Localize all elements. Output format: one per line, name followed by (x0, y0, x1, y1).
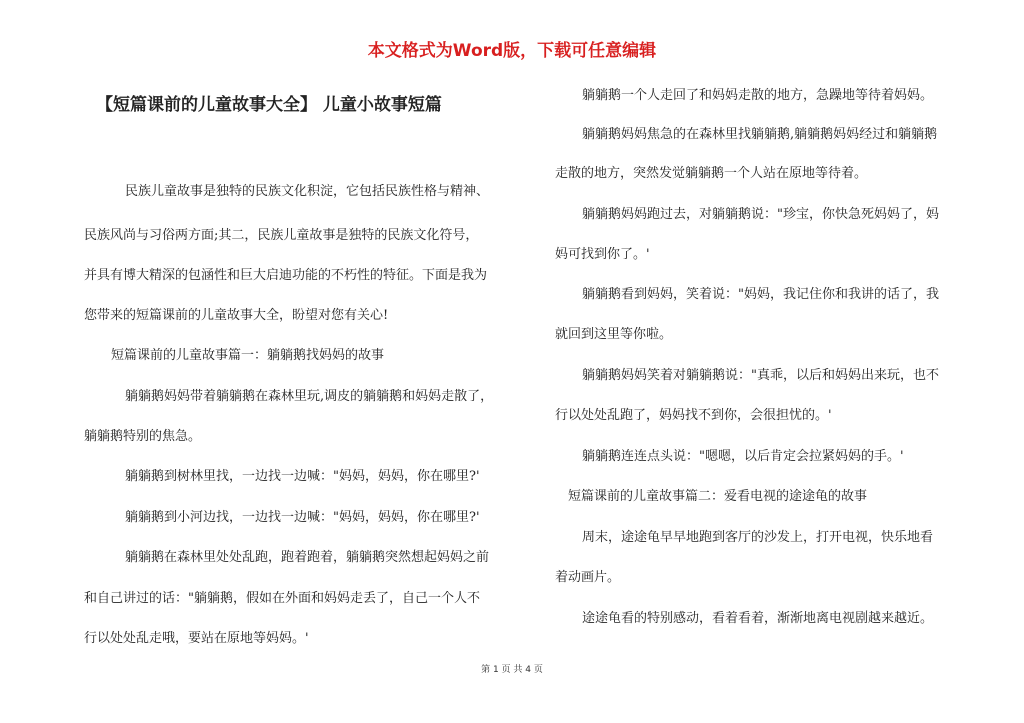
left-line-9: 躺躺鹅到小河边找，一边找一边喊："妈妈，妈妈，你在哪里?' (125, 510, 480, 525)
left-line-12: 行以处处乱走哦，要站在原地等妈妈。' (84, 631, 309, 646)
document-title: 【短篇课前的儿童故事大全】 儿童小故事短篇 (96, 95, 442, 115)
left-line-7: 躺躺鹅特别的焦急。 (84, 429, 202, 444)
left-line-10: 躺躺鹅在森林里处处乱跑，跑着跑着，躺躺鹅突然想起妈妈之前 (125, 550, 490, 565)
left-line-6: 躺躺鹅妈妈带着躺躺鹅在森林里玩,调皮的躺躺鹅和妈妈走散了， (125, 389, 494, 404)
right-line-9: 行以处处乱跑了，妈妈找不到你，会很担忧的。' (555, 408, 832, 423)
right-line-2: 躺躺鹅妈妈焦急的在森林里找躺躺鹅,躺躺鹅妈妈经过和躺躺鹅 (582, 127, 938, 142)
right-line-10: 躺躺鹅连连点头说："嗯嗯，以后肯定会拉紧妈妈的手。' (582, 449, 904, 464)
right-line-4: 躺躺鹅妈妈跑过去，对躺躺鹅说："珍宝，你快急死妈妈了，妈 (582, 207, 939, 222)
page-number: 第 1 页 共 4 页 (481, 665, 543, 675)
left-line-4: 您带来的短篇课前的儿童故事大全，盼望对您有关心! (84, 308, 389, 323)
left-section-heading-1: 短篇课前的儿童故事篇一：躺躺鹅找妈妈的故事 (111, 348, 385, 363)
right-line-3: 走散的地方，突然发觉躺躺鹅一个人站在原地等待着。 (555, 166, 868, 181)
left-line-2: 民族风尚与习俗两方面;其二，民族儿童故事是独特的民族文化符号， (84, 228, 479, 243)
right-line-12: 周末，途途龟早早地跑到客厅的沙发上，打开电视，快乐地看 (582, 530, 934, 545)
left-line-11: 和自己讲过的话："躺躺鹅，假如在外面和妈妈走丢了，自己一个人不 (84, 591, 480, 606)
left-line-1: 民族儿童故事是独特的民族文化积淀，它包括民族性格与精神、 (125, 184, 490, 199)
right-line-5: 妈可找到你了。' (555, 247, 650, 262)
right-line-8: 躺躺鹅妈妈笑着对躺躺鹅说："真乖，以后和妈妈出来玩，也不 (582, 368, 939, 383)
right-line-14: 途途龟看的特别感动，看着看着，渐渐地离电视剧越来越近。 (582, 611, 934, 626)
right-line-6: 躺躺鹅看到妈妈，笑着说："妈妈，我记住你和我讲的话了，我 (582, 287, 939, 302)
format-banner: 本文格式为Word版，下载可任意编辑 (367, 41, 657, 61)
right-line-13: 着动画片。 (555, 570, 621, 585)
right-line-7: 就回到这里等你啦。 (555, 327, 673, 342)
right-line-1: 躺躺鹅一个人走回了和妈妈走散的地方，急躁地等待着妈妈。 (582, 88, 934, 103)
right-section-heading-2: 短篇课前的儿童故事篇二：爱看电视的途途龟的故事 (568, 489, 868, 504)
left-line-3: 并具有博大精深的包涵性和巨大启迪功能的不朽性的特征。下面是我为 (84, 268, 488, 283)
left-line-8: 躺躺鹅到树林里找，一边找一边喊："妈妈，妈妈，你在哪里?' (125, 469, 480, 484)
